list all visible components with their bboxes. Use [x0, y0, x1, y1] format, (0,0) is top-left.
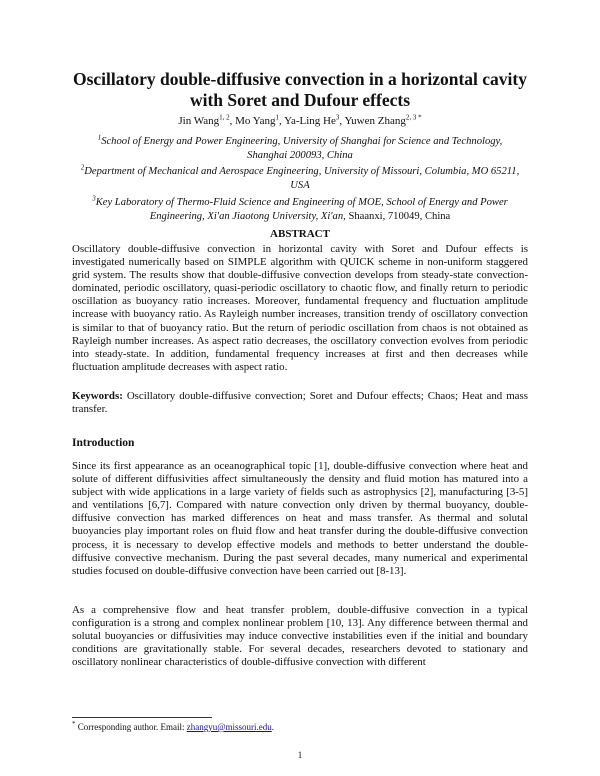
author-name: Ya-Ling He	[284, 115, 336, 127]
author-affil-sup: 3	[335, 113, 340, 122]
introduction-paragraph-1: Since its first appearance as an oceanographical topic [1], double-diffusive convection where heat and solute of different diffusivities affect simultaneously the density and fluid motion has matured into a subject with wide applications in a large variety of fields such as astrophysics [2], manufacturing [3-5] and ventilations [6,7]. Compared with nature convection only driven by thermal buoyancy, double-diffusive convection has marked differences on heat and mass transfer. As thermal and solutal buoyancies play important roles on fluid flow and heat transfer during the double-diffusive convection process, it is necessary to develop effective models and methods to better understand the double-diffusive convective mechanism. During the past several decades, many numerical and experimental studies focused on double-diffusive convection have been carried out [8-13].	[72, 460, 528, 577]
introduction-paragraph-2: As a comprehensive flow and heat transfer problem, double-diffusive convection in a typical configuration is a strong and complex nonlinear problem [10, 13]. Any difference between thermal and solutal buoyancies or diffusivities may induce convective instabilities even if the initial and boundary conditions are gravitationally stable. For several decades, researchers devoted to stationary and oscillatory nonlinear characteristics of double-diffusive convection with different	[72, 604, 528, 669]
footnote-divider	[72, 717, 212, 718]
title-line-2: with Soret and Dufour effects	[189, 90, 411, 110]
author-affil-sup: 1	[275, 113, 280, 122]
keywords-text: Oscillatory double-diffusive convection; Soret and Dufour effects; Chaos; Heat and mass transfer.	[72, 390, 528, 416]
author-name: Jin Wang	[178, 115, 220, 127]
corresponding-email-link[interactable]: zhangyu@missouri.edu	[186, 722, 272, 732]
introduction-heading: Introduction	[72, 437, 135, 449]
author-name: Mo Yang	[235, 115, 276, 127]
affiliation-1: $^1$School of Energy and Power Engineering, University of Shanghai for Science and Technology, Shanghai 200093, China	[97, 133, 503, 161]
page-number: 1	[297, 750, 303, 760]
author-name: Yuwen Zhang	[344, 115, 406, 127]
affiliation-3: $^3$Key Laboratory of Thermo-Fluid Science and Engineering of MOE, School of Energy and Power Engineering, Xi'an Jiaotong University, Xi'an, Shaanxi, 710049, China	[92, 194, 508, 222]
paper-title	[60, 69, 540, 111]
abstract-heading: ABSTRACT	[270, 228, 330, 240]
affiliation-2: $^2$Department of Mechanical and Aerospace Engineering, University of Missouri, Columbia, MO 65211, USA	[80, 163, 520, 191]
author-list: Jin Wang$^{1, 2}$, Mo Yang$^1$, Ya-Ling He$^3$, Yuwen Zhang$^{2, 3 *}$	[178, 113, 422, 127]
title-line-1: Oscillatory double-diffusive convection in a horizontal cavity	[72, 69, 527, 89]
keywords	[72, 390, 528, 416]
footnote: * Corresponding author. Email: zhangyu@missouri.edu.	[72, 720, 275, 732]
keywords-label: Keywords:	[72, 390, 123, 402]
author-affil-sup: 1, 2	[219, 113, 230, 122]
abstract-text: Oscillatory double-diffusive convection in horizontal cavity with Soret and Dufour effects is investigated numerically based on SIMPLE algorithm with QUICK scheme in non-uniform staggered grid system. The results show that double-diffusive convection develops from steady-state convection-dominated, periodic oscillatory, quasi-periodic oscillatory to chaotic flow, and finally return to periodic oscillation as buoyancy ratio increases. Moreover, fundamental frequency and fluctuation amplitude increase with buoyancy ratio. As Rayleigh number increases, transition trendy of oscillatory convection is similar to that of buoyancy ratio. But the return of periodic oscillation from chaos is not obtained as Rayleigh number increases. As aspect ratio decreases, the oscillatory convection evolves from periodic into steady-state. In addition, fundamental frequency increases at first and then decreases while fluctuation amplitude decreases with aspect ratio.	[72, 243, 528, 373]
author-affil-sup: 2, 3 *	[405, 113, 422, 122]
